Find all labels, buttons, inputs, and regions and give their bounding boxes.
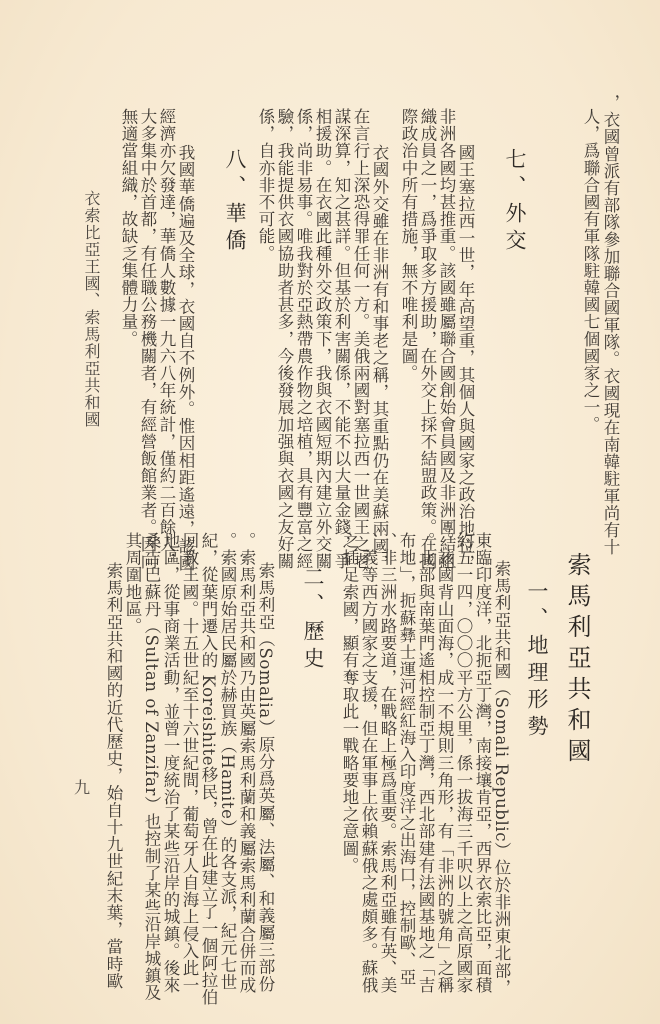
section-2-para1-line-8: 其周圍地區。 bbox=[123, 532, 142, 635]
section-2-para1-line-3: 。索國原始居民屬於赫買族（Hamite）的各支派，紀元七世 bbox=[218, 532, 237, 991]
section-2-para1-line-7: 桑吉巴蘇丹（Sultan of Zanzifar）也控制了某些沿岸城鎮及 bbox=[142, 532, 161, 1002]
section-7-para1-line-4: 際政治中所有措施，無不唯利是圖。 bbox=[399, 108, 418, 382]
section-7-para1-line-3: 織成員之一，爲爭取多方援助，在外交上採不結盟政策。在國 bbox=[418, 108, 437, 570]
section-2-heading: 二、歷史 bbox=[301, 566, 325, 674]
section-1-para1-line-6: 布地」，扼蘇彝士運河經紅海入印度洋之出海口，控制歐、亞 bbox=[397, 532, 416, 986]
section-8-para1-line-2: 經濟亦欠發達，華僑人數據一九六八年統計，僅約二百餘人， bbox=[157, 108, 176, 570]
section-1-para1-line-4: 。該國背山面海，成一不規則三角形，有「非洲的號角」之稱 bbox=[435, 532, 454, 994]
section-7-para2-line-3: 謀深算，知之甚詳。但基於利害關係，不能不以大量金錢，爭 bbox=[332, 108, 351, 570]
section-2-para1-line-6: 地區，從事商業活動，並曾一度統治了某些沿岸的城鎮。後來 bbox=[161, 532, 180, 994]
section-7-para2-line-4: 相援助。在衣國此種外交政策下，我與衣國短期內建立外交關 bbox=[313, 108, 332, 570]
section-7-para2-line-5: 係，尚非易事。唯我對於亞熱帶農作物之培植，具有豐富之經 bbox=[294, 108, 313, 570]
section-2-para1-line-1: 索馬利亞（Somalia）原分爲英屬、法屬、和義屬三部份 bbox=[256, 562, 275, 993]
section-1-para1-line-7: 、非三洲水路要道，在戰略上極爲重要。索馬利亞雖有英、美 bbox=[378, 532, 397, 994]
section-1-para1-line-2: 東臨印度洋，北扼亞丁灣，南接壤肯亞，西界衣索比亞，面積 bbox=[473, 532, 492, 994]
section-7-para2-line-6: 驗，我能提供衣國協助者甚多，今後發展加强與衣國之友好關 bbox=[275, 108, 294, 570]
section-1-para1-line-5: 。北部與南葉門遙相控制亞丁灣，西北部建有法國基地之「吉 bbox=[416, 532, 435, 994]
section-8-para1-line-1: 我國華僑遍及全球，衣國自不例外。惟因相距遙遠，該國 bbox=[176, 144, 195, 572]
section-1-para1-line-9: 之插足索國，顯有奪取此一戰略要地之意圖。 bbox=[340, 532, 359, 874]
section-7-para2-line-2: 在言行上深恐得罪任何一方。美俄兩國對塞拉西一世國王之老 bbox=[351, 108, 370, 570]
continuation-line-1: ，衣國曾派有部隊參加聯合國軍隊。衣國現在南韓駐軍尚有十 bbox=[601, 94, 620, 556]
section-8-para1-line-3: 大多集中於首都，有任職公務機關者，有經營飯館業者。因向 bbox=[138, 108, 157, 570]
section-7-heading: 七、外交 bbox=[503, 148, 527, 256]
section-1-para1-line-1: 索馬利亞共和國（Somali Republic）位於非洲東北部， bbox=[492, 560, 511, 996]
continuation-line-2: 人，爲聯合國有軍隊駐韓國七個國家之一。 bbox=[581, 108, 600, 433]
section-1-para1-line-3: 約五一四，〇〇〇平方公里，係一拔海三千呎以上之高原國家 bbox=[454, 532, 473, 994]
section-1-para1-line-8: 、義等西方國家之支援，但在軍事上依賴蘇俄之處頗多。蘇俄 bbox=[359, 532, 378, 994]
section-2-para1-line-4: 紀，從葉門遷入的 Koreishite移民，曾在此建立了一個阿拉伯 bbox=[199, 532, 218, 1006]
section-7-para1-line-2: 非洲各國均甚推重。該國雖屬聯合國創始會員國及非洲團結組 bbox=[437, 108, 456, 570]
section-7-para2-line-7: 係，自亦非不可能。 bbox=[256, 108, 275, 262]
section-1-heading: 一、地理形勢 bbox=[525, 580, 549, 742]
section-2-para1-line-5: 回教王國。十五世紀至十六世紀間，葡萄牙人自海上侵入此一 bbox=[180, 532, 199, 994]
page-number: 九 bbox=[74, 778, 91, 797]
section-8-para1-line-4: 無適當組織，故缺乏集體力量。 bbox=[119, 108, 138, 348]
section-7-para1-line-1: 國王塞拉西一世，年高望重，其個人與國家之政治地位， bbox=[456, 144, 475, 572]
section-8-heading: 八、華僑 bbox=[223, 148, 247, 256]
section-2-para2-line-1: 索馬利亞共和國的近代歷史，始自十九世紀末葉，當時歐 bbox=[104, 562, 123, 990]
section-7-para2-line-1: 衣國外交雖在非洲有和事老之稱，其重點仍在美蘇兩國， bbox=[370, 144, 389, 572]
footer-caption: 衣索比亞王國、索馬利亞共和國 bbox=[82, 190, 101, 428]
section-2-para1-line-2: 。索馬利亞共和國乃由英屬索馬利蘭和義屬索馬利蘭合併而成 bbox=[237, 532, 256, 994]
country-title: 索馬利亞共和國 bbox=[563, 552, 591, 769]
